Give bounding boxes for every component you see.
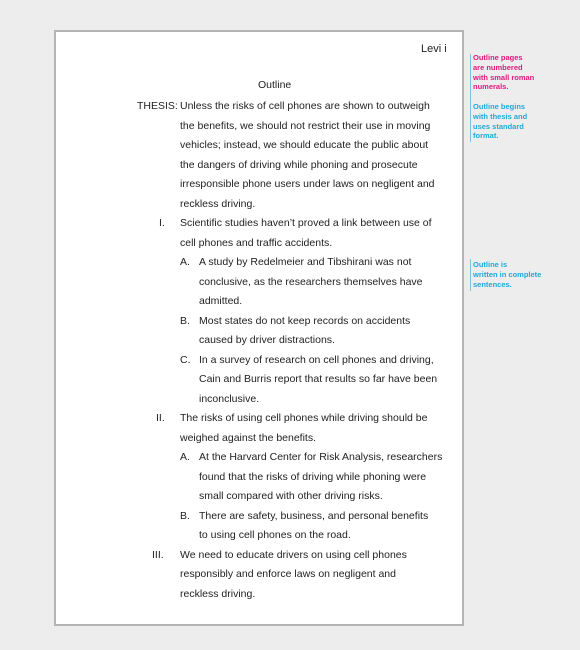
annotation-bracket (470, 259, 471, 291)
item-line: admitted. (199, 295, 243, 307)
section-line: responsibly and enforce laws on negligent and (180, 568, 396, 580)
item-letter: A. (180, 256, 190, 268)
thesis-line: vehicles; instead, we should educate the public about (180, 139, 429, 151)
thesis-line: the benefits, we should not restrict their use in moving (180, 119, 431, 132)
annotation-roman-numerals: Outline pages are numbered with small roman numerals. (473, 53, 535, 92)
section-numeral: III. (152, 548, 164, 561)
section-line: weighed against the benefits. (180, 431, 317, 444)
item-line: conclusive, as the researchers themselves have (199, 275, 423, 288)
page-number: Levi i (421, 43, 447, 55)
section-numeral: I. (159, 217, 165, 229)
item-line: small compared with other driving risks. (199, 490, 383, 502)
item-line: caused by driver distractions. (199, 334, 335, 346)
item-line: A study by Redelmeier and Tibshirani was not (199, 256, 412, 268)
thesis-label: THESIS: (137, 100, 178, 112)
section-line: Scientific studies haven’t proved a link between use of (180, 217, 432, 229)
item-line: found that the risks of driving while phoning were (199, 470, 427, 483)
annotation-complete-sentences: Outline is written in complete sentences. (473, 260, 542, 289)
item-line: Cain and Burris report that results so far have been (199, 373, 438, 385)
item-line: There are safety, business, and personal benefits (199, 509, 429, 522)
item-line: At the Harvard Center for Risk Analysis, researchers (199, 451, 443, 463)
section-line: cell phones and traffic accidents. (180, 236, 333, 249)
thesis-line: reckless driving. (180, 197, 256, 210)
section-line: The risks of using cell phones while driving should be (180, 412, 428, 424)
item-line: to using cell phones on the road. (199, 529, 351, 541)
section-line: We need to educate drivers on using cell phones (180, 548, 407, 561)
item-letter: B. (180, 509, 190, 522)
thesis-line: Unless the risks of cell phones are shown to outweigh (180, 100, 430, 112)
thesis-line: the dangers of driving while phoning and prosecute (180, 158, 418, 171)
outline-title: Outline (258, 79, 292, 91)
thesis-line: irresponsible phone users under laws on negligent and (180, 178, 435, 190)
section-numeral: II. (156, 412, 165, 424)
annotation-bracket (470, 54, 471, 142)
item-letter: A. (180, 451, 190, 463)
item-line: In a survey of research on cell phones and driving, (199, 353, 434, 366)
annotation-thesis-format: Outline begins with thesis and uses standard format. (473, 102, 528, 141)
item-letter: B. (180, 314, 190, 327)
section-line: reckless driving. (180, 587, 256, 600)
item-line: inconclusive. (199, 392, 260, 405)
item-letter: C. (180, 353, 191, 366)
item-line: Most states do not keep records on accidents (199, 314, 411, 327)
